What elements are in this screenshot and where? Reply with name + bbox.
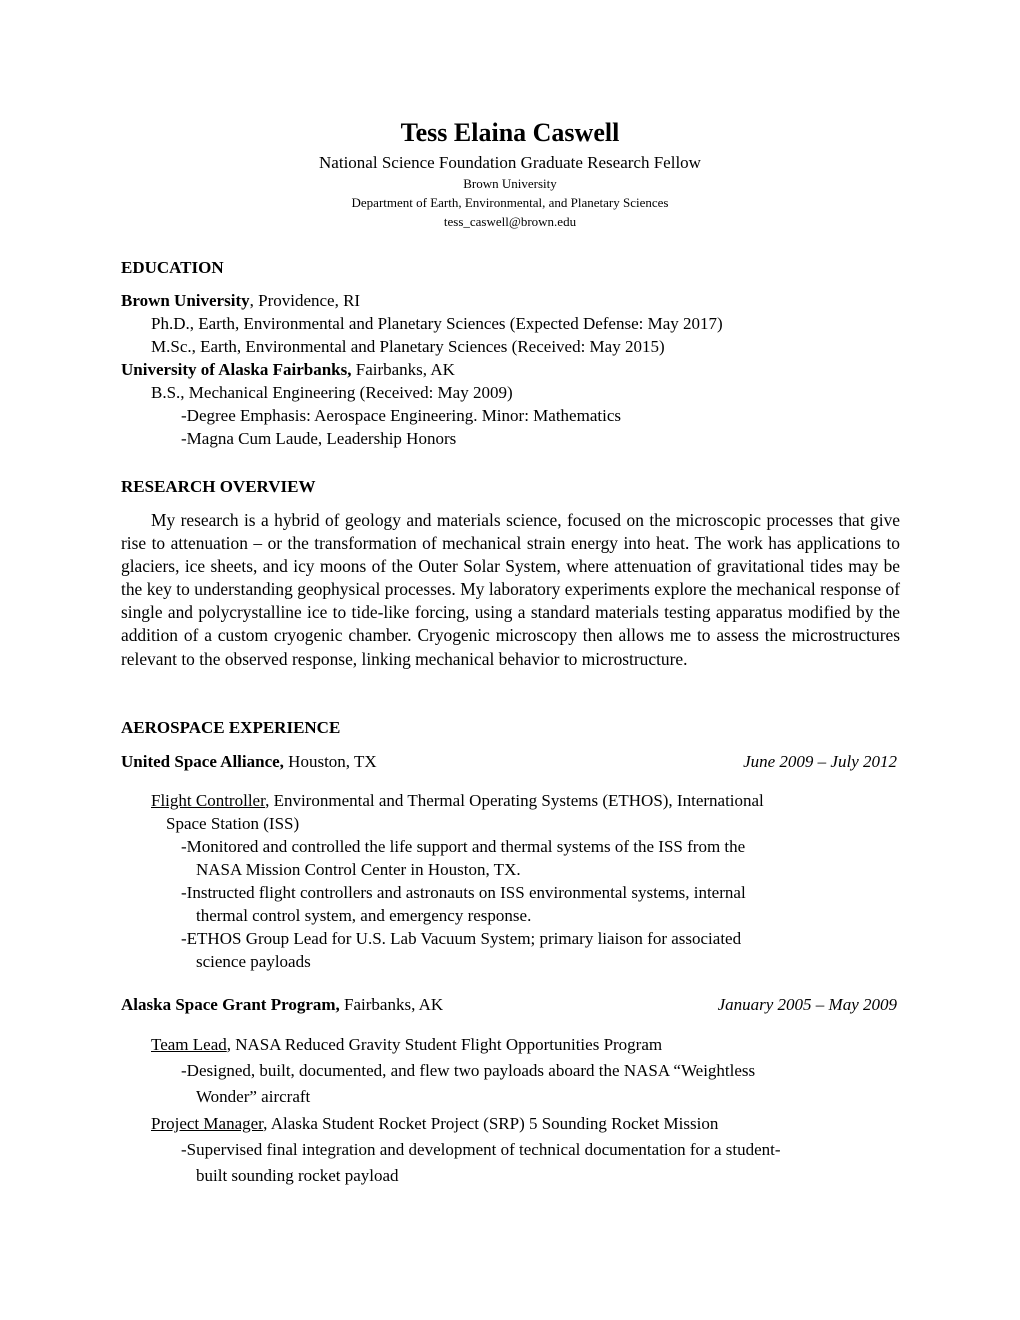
degree-honors: -Magna Cum Laude, Leadership Honors	[181, 429, 457, 448]
asgp-bullet-1: -Designed, built, documented, and flew two payloads aboard the NASA “Weightless	[181, 1061, 756, 1080]
uaf-location: Fairbanks, AK	[351, 360, 455, 379]
asgp-role1-detail: , NASA Reduced Gravity Student Flight Opportunities Program	[226, 1035, 663, 1054]
uaf-entry	[121, 358, 455, 381]
phd-degree: Ph.D., Earth, Environmental and Planetary Sciences (Expected Defense: May 2017)	[151, 314, 723, 333]
degree-emphasis: -Degree Emphasis: Aerospace Engineering. Minor: Mathematics	[181, 406, 621, 425]
usa-entry	[121, 750, 377, 773]
msc-degree: M.Sc., Earth, Environmental and Planetary Sciences (Received: May 2015)	[151, 337, 665, 356]
asgp-role2-detail: , Alaska Student Rocket Project (SRP) 5 Sounding Rocket Mission	[263, 1114, 719, 1133]
asgp-dates: January 2005 – May 2009	[717, 995, 897, 1014]
email: tess_caswell@brown.edu	[443, 214, 577, 229]
university: Brown University	[463, 176, 557, 191]
brown-entry	[121, 289, 360, 312]
asgp-entry	[121, 993, 443, 1016]
asgp-bullet-2: -Supervised final integration and development of technical documentation for a student-	[181, 1140, 781, 1159]
brown-name: Brown University	[121, 291, 250, 310]
usa-bullet-3-cont: science payloads	[196, 952, 311, 971]
asgp-location: Fairbanks, AK	[339, 995, 444, 1014]
usa-bullet-2-cont: thermal control system, and emergency response.	[196, 906, 532, 925]
asgp-role2-line	[151, 1112, 718, 1135]
usa-role-line	[151, 789, 764, 812]
usa-bullet-2: -Instructed flight controllers and astronauts on ISS environmental systems, internal	[181, 883, 746, 902]
asgp-role1-line	[151, 1033, 662, 1056]
usa-org: United Space Alliance,	[121, 752, 284, 771]
usa-role-continued: Space Station (ISS)	[166, 814, 300, 833]
asgp-org: Alaska Space Grant Program,	[121, 995, 340, 1014]
asgp-bullet-2-cont: built sounding rocket payload	[196, 1166, 399, 1185]
usa-role-detail: , Environmental and Thermal Operating Systems (ETHOS), International	[265, 791, 764, 810]
usa-dates: June 2009 – July 2012	[743, 752, 897, 771]
usa-role: Flight Controller	[151, 791, 266, 810]
usa-bullet-3: -ETHOS Group Lead for U.S. Lab Vacuum System; primary liaison for associated	[181, 929, 742, 948]
research-heading: RESEARCH OVERVIEW	[121, 477, 316, 496]
research-paragraph: My research is a hybrid of geology and materials science, focused on the microscopic processes that give rise to attenuation – or the transformation of mechanical strain energy into heat. The work has applications to glaciers, ice sheets, and icy moons of the Outer Solar System, where attenuation of gravitational tides may be the key to understanding geophysical processes. My laboratory experiments explore the mechanical response of single and polycrystalline ice to tide-like forcing, using a standard materials testing apparatus modified by the addition of a custom cryogenic chamber. Cryogenic microscopy then allows me to assess the microstructures relevant to the observed response, linking mechanical behavior to microstructure.	[121, 510, 900, 669]
aerospace-heading: AEROSPACE EXPERIENCE	[121, 718, 341, 737]
fellowship-title: National Science Foundation Graduate Research Fellow	[319, 153, 701, 172]
department: Department of Earth, Environmental, and Planetary Sciences	[351, 195, 669, 210]
usa-location: Houston, TX	[283, 752, 377, 771]
asgp-role2: Project Manager	[151, 1114, 264, 1133]
bs-degree: B.S., Mechanical Engineering (Received: May 2009)	[151, 383, 513, 402]
usa-bullet-1: -Monitored and controlled the life support and thermal systems of the ISS from the	[181, 837, 746, 856]
usa-bullet-1-cont: NASA Mission Control Center in Houston, TX.	[196, 860, 521, 879]
asgp-bullet-1-cont: Wonder” aircraft	[196, 1087, 311, 1106]
brown-location: , Providence, RI	[249, 291, 361, 310]
uaf-name: University of Alaska Fairbanks,	[121, 360, 352, 379]
education-heading: EDUCATION	[121, 258, 224, 277]
asgp-role1: Team Lead	[151, 1035, 227, 1054]
person-name: Tess Elaina Caswell	[400, 118, 620, 147]
